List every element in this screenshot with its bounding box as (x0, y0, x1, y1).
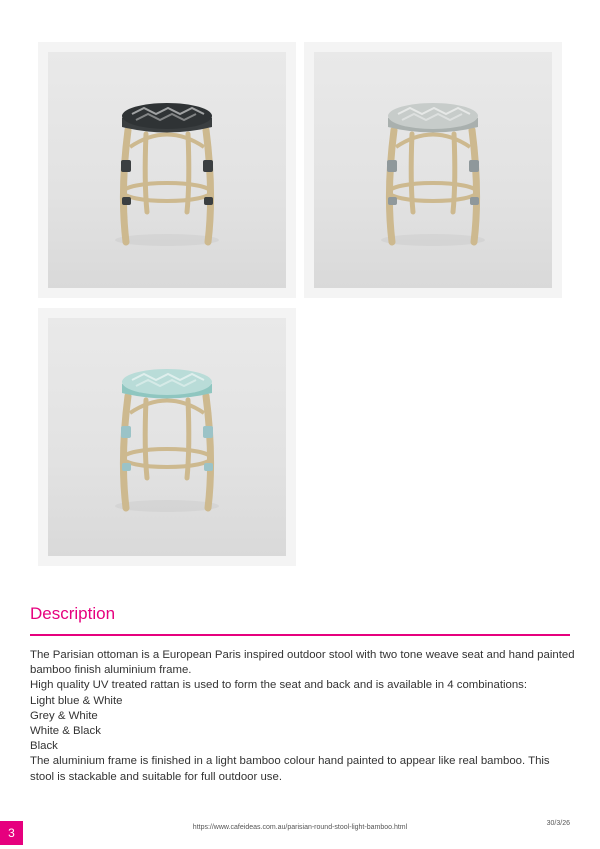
footer-url[interactable]: https://www.cafeideas.com.au/parisian-round-stool-light-bamboo.html (192, 824, 408, 831)
photo-backdrop (48, 52, 286, 288)
description-paragraph: The aluminium frame is finished in a light bamboo colour hand painted to appear like real bamboo. This stool is stackable and suitable for full outdoor use. (30, 755, 550, 783)
product-photo-lightblue (38, 308, 296, 566)
description-paragraph: High quality UV treated rattan is used to form the seat and back and is available in 4 combinations: (30, 679, 528, 692)
stool-image (48, 318, 286, 556)
product-photo-grey (304, 42, 562, 298)
combination-item: Light blue & White (30, 694, 123, 707)
footer-date: 30/3/26 (546, 820, 570, 827)
description-body (30, 648, 575, 785)
stool-image (314, 52, 552, 288)
combination-item: White & Black (30, 725, 101, 738)
heading-divider (30, 634, 570, 636)
page-number-badge: 3 (0, 821, 23, 845)
description-paragraph: The Parisian ottoman is a European Paris inspired outdoor stool with two tone weave seat and hand painted bamboo finish aluminium frame. (30, 649, 575, 677)
photo-backdrop (314, 52, 552, 288)
stool-image (48, 52, 286, 288)
combination-item: Grey & White (30, 709, 98, 722)
description-heading: Description (30, 604, 116, 623)
photo-backdrop (48, 318, 286, 556)
combination-item: Black (30, 740, 58, 753)
product-photo-black (38, 42, 296, 298)
